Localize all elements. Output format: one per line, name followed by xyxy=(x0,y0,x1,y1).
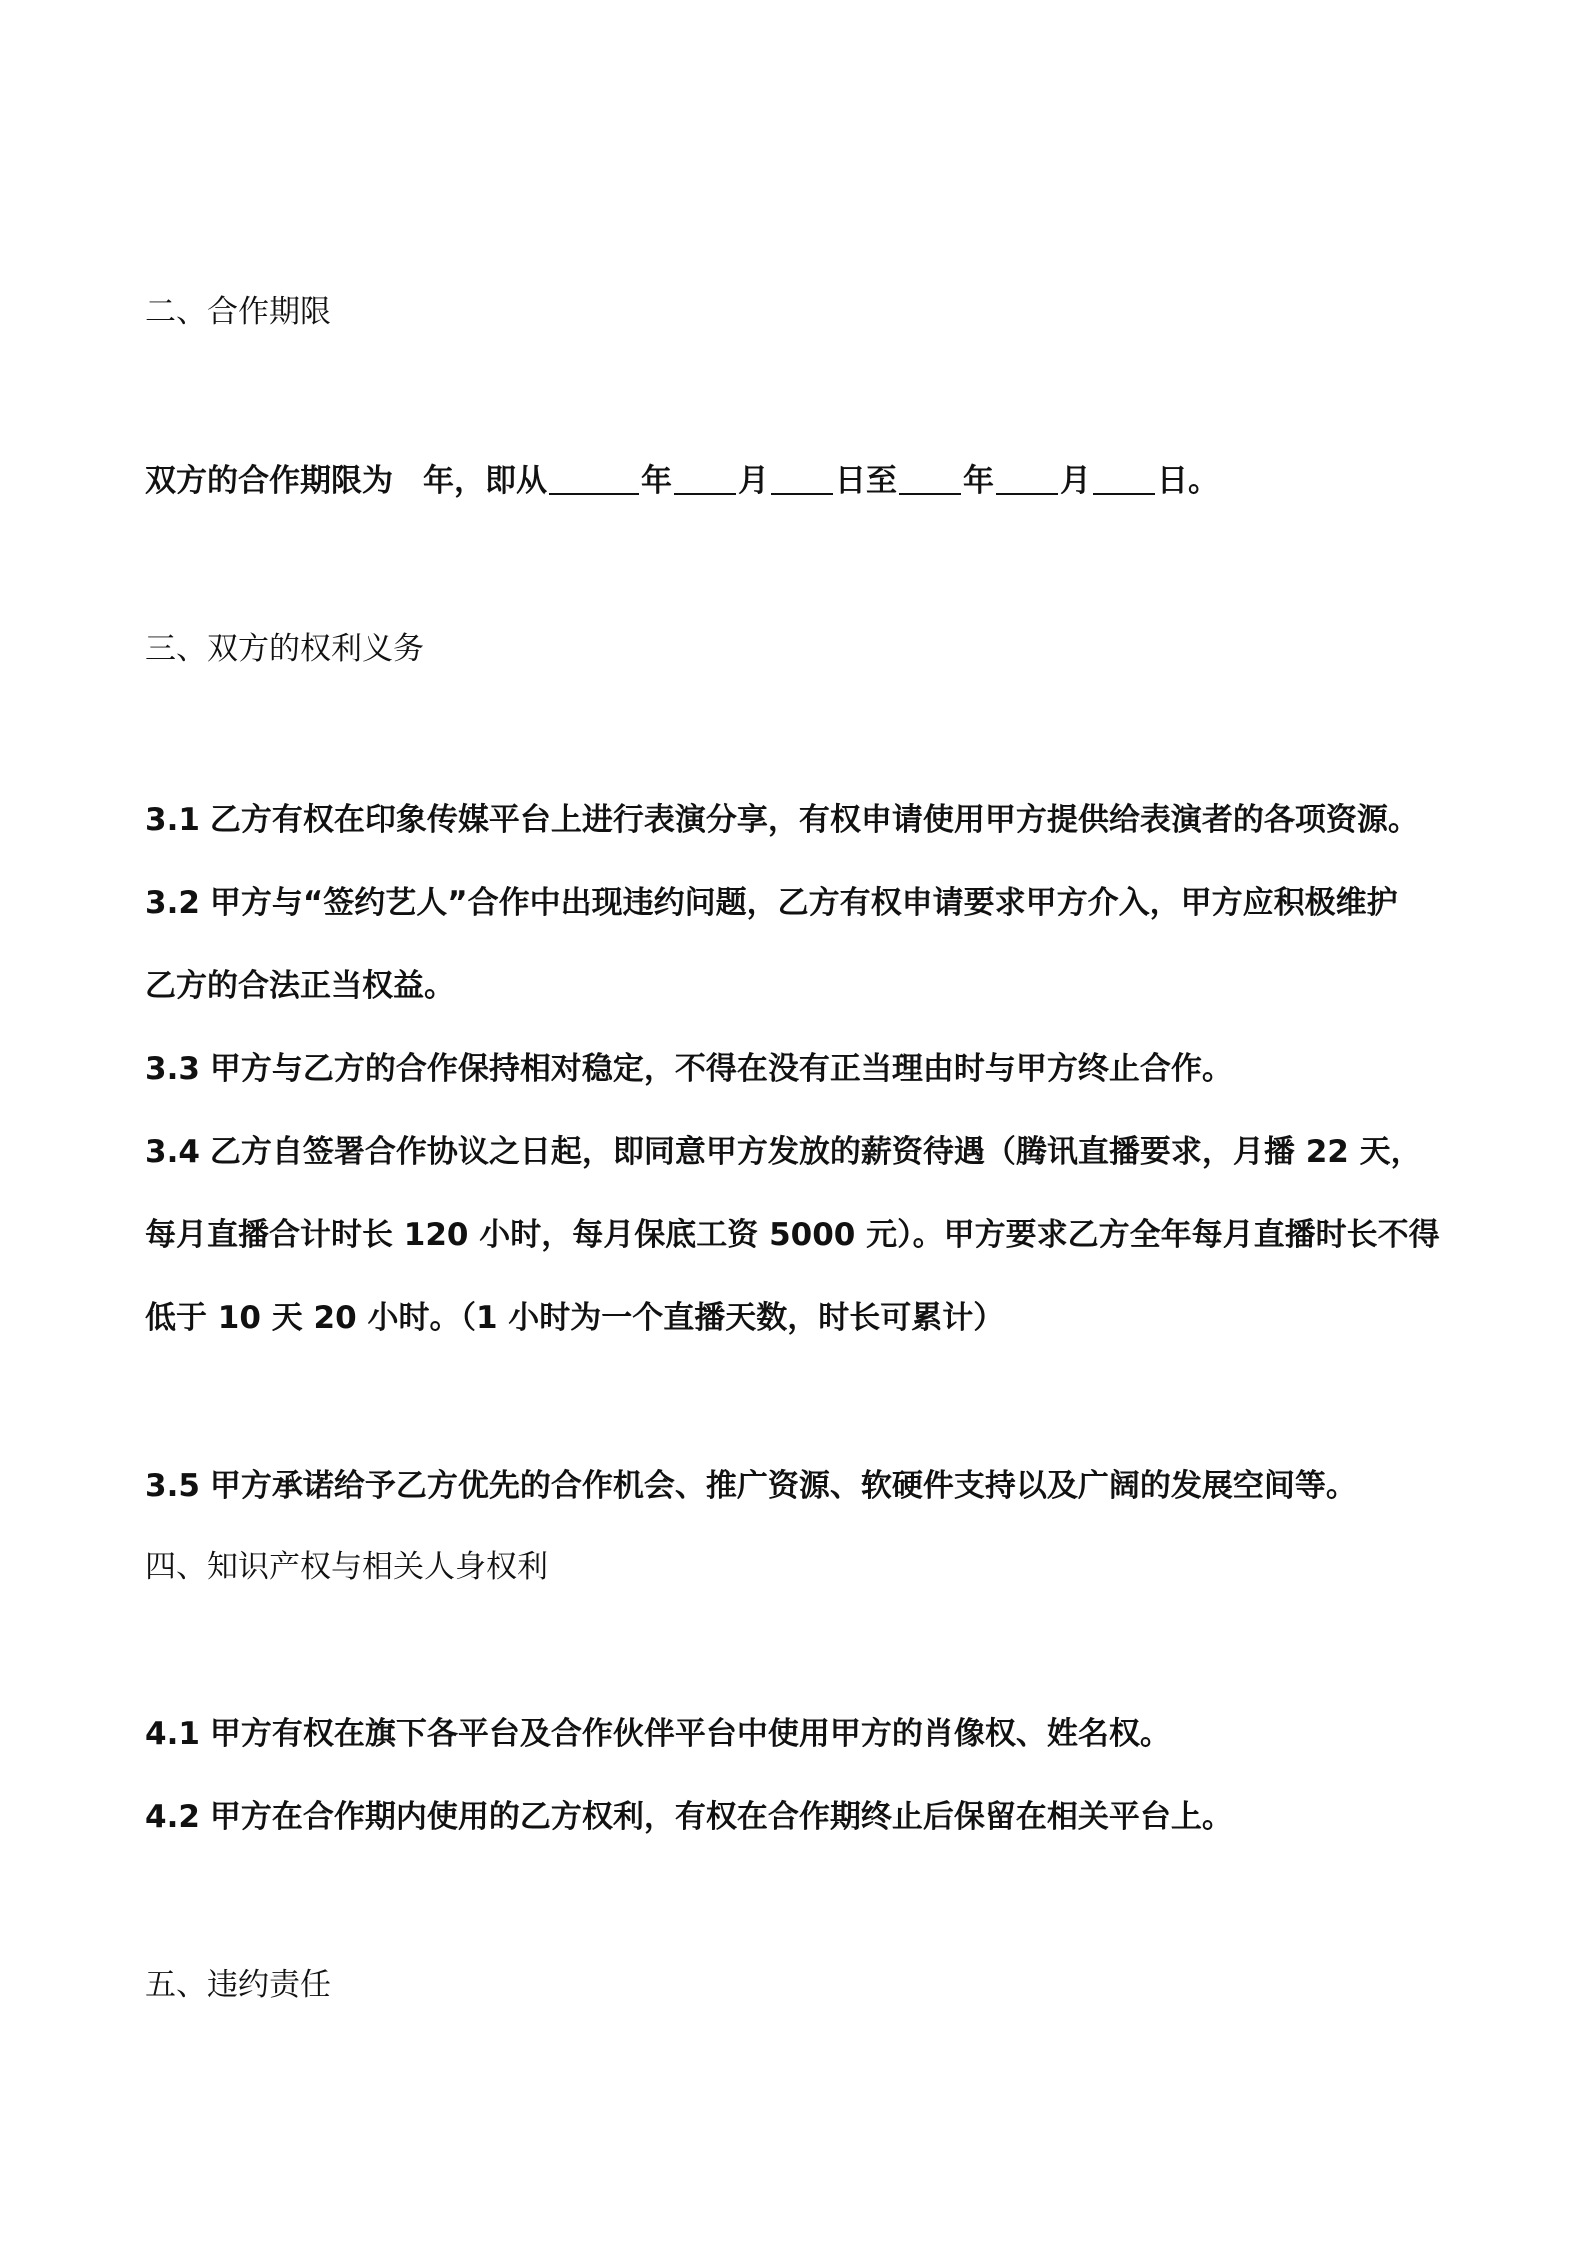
clause-number: 4.1 xyxy=(145,1716,200,1752)
clause-text: 甲方与乙方的合作保持相对稳定，不得在没有正当理由时与甲方终止合作。 xyxy=(209,1051,1233,1087)
section-heading-cooperation-period: 二、合作期限 xyxy=(145,294,331,330)
unit-month: 月 xyxy=(1060,463,1091,499)
unit-year: 年 xyxy=(963,463,994,499)
clause-number: 4.2 xyxy=(145,1799,200,1835)
clause-4-1 xyxy=(145,1714,1171,1754)
clause-text: 乙方有权在印象传媒平台上进行表演分享，有权申请使用甲方提供给表演者的各项资源。 xyxy=(209,802,1419,838)
end-year-blank[interactable] xyxy=(899,463,961,495)
clause-text: 乙方自签署合作协议之日起，即同意甲方发放的薪资待遇（腾讯直播要求，月播 22 天， xyxy=(209,1134,1422,1170)
clause-3-4-cont-1: 每月直播合计时长 120 小时，每月保底工资 5000 元）。甲方要求乙方全年每月直播时长不得 xyxy=(145,1217,1440,1253)
end-day-blank[interactable] xyxy=(1093,463,1155,495)
clause-text: 甲方有权在旗下各平台及合作伙伴平台中使用甲方的肖像权、姓名权。 xyxy=(209,1716,1171,1752)
clause-3-1 xyxy=(145,800,1419,840)
clause-number: 3.2 xyxy=(145,885,200,921)
clause-number: 3.3 xyxy=(145,1051,200,1087)
clause-3-2-cont: 乙方的合法正当权益。 xyxy=(145,968,455,1004)
start-month-blank[interactable] xyxy=(674,463,736,495)
section-heading-ip-rights: 四、知识产权与相关人身权利 xyxy=(145,1549,548,1585)
clause-3-5 xyxy=(145,1466,1357,1506)
section-heading-breach-liability: 五、违约责任 xyxy=(145,1967,331,2003)
period-text: 双方的合作期限为 xyxy=(145,463,393,499)
clause-number: 3.4 xyxy=(145,1134,200,1170)
clause-number: 3.5 xyxy=(145,1468,200,1504)
unit-day-to: 日至 xyxy=(835,463,897,499)
period-text-2: 年，即从 xyxy=(423,463,547,499)
start-day-blank[interactable] xyxy=(771,463,833,495)
clause-text: 甲方与“签约艺人”合作中出现违约问题，乙方有权申请要求甲方介入，甲方应积极维护 xyxy=(209,885,1398,921)
clause-number: 3.1 xyxy=(145,802,200,838)
end-month-blank[interactable] xyxy=(996,463,1058,495)
clause-text: 甲方在合作期内使用的乙方权利，有权在合作期终止后保留在相关平台上。 xyxy=(209,1799,1233,1835)
clause-3-3 xyxy=(145,1049,1233,1089)
unit-month: 月 xyxy=(738,463,769,499)
clause-3-2 xyxy=(145,883,1398,923)
clause-3-4-cont-2: 低于 10 天 20 小时。（1 小时为一个直播天数，时长可累计） xyxy=(145,1300,1005,1336)
clause-text: 甲方承诺给予乙方优先的合作机会、推广资源、软硬件支持以及广阔的发展空间等。 xyxy=(209,1468,1357,1504)
clause-4-2 xyxy=(145,1797,1233,1837)
unit-day-end: 日。 xyxy=(1157,463,1219,499)
unit-year: 年 xyxy=(641,463,672,499)
section-heading-rights-obligations: 三、双方的权利义务 xyxy=(145,631,424,667)
cooperation-period-line xyxy=(145,461,1219,501)
clause-3-4 xyxy=(145,1132,1422,1172)
start-year-blank[interactable] xyxy=(549,463,639,495)
